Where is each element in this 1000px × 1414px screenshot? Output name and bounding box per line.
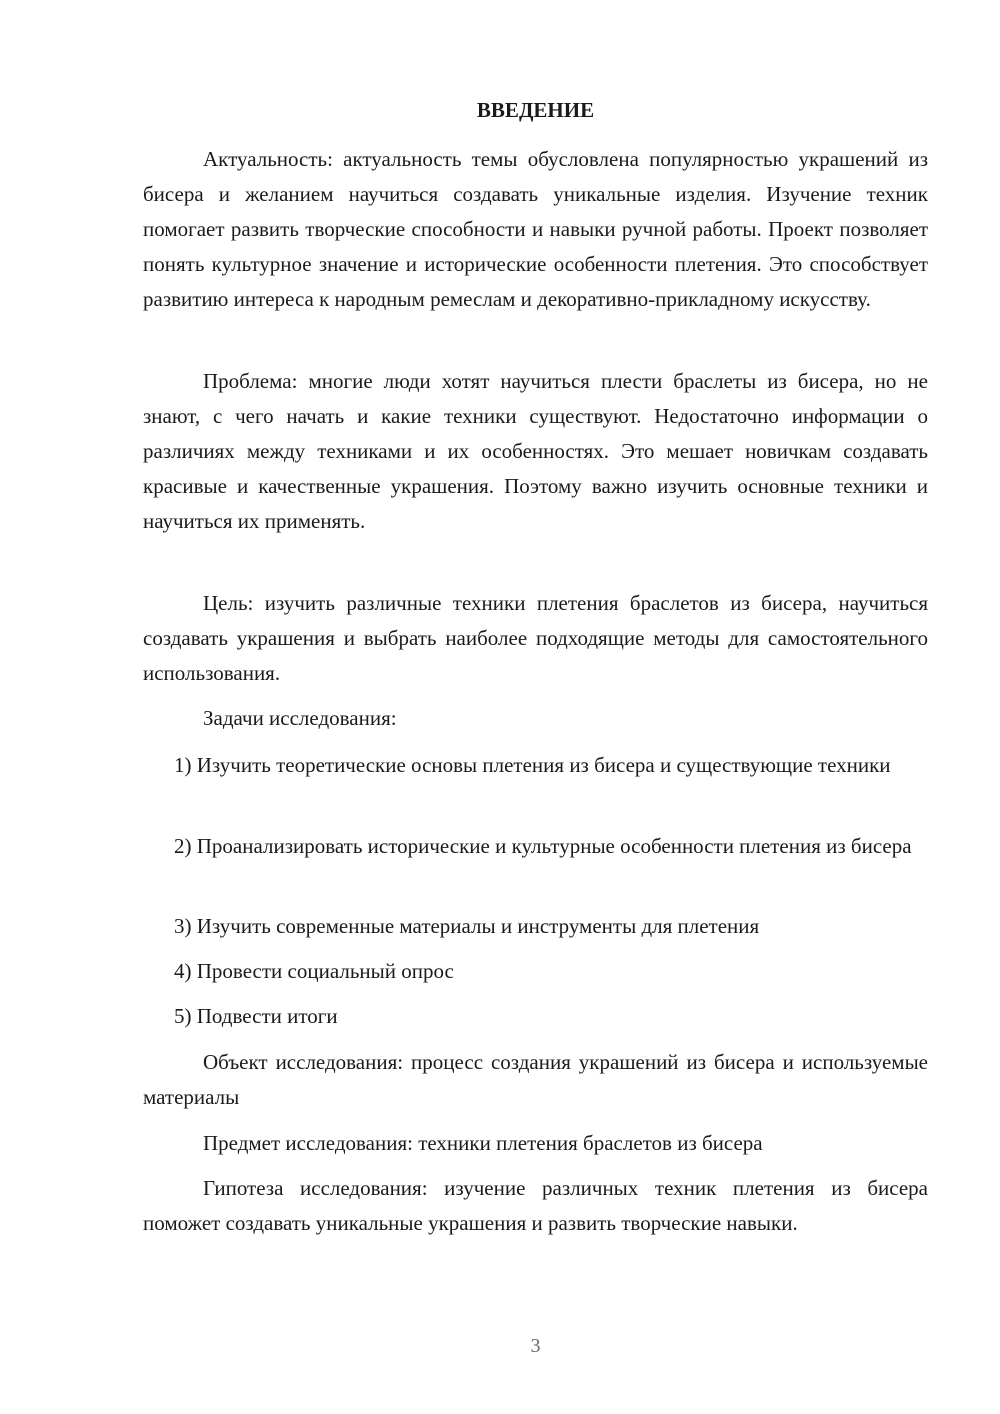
document-page: [143, 0, 928, 1414]
task-item-2: 2) Проанализировать исторические и культурные особенности плетения из бисера: [174, 834, 912, 858]
task-item-3: 3) Изучить современные материалы и инструменты для плетения: [174, 914, 760, 938]
problem-paragraph: Проблема: многие люди хотят научиться плести браслеты из бисера, но не знают, с чего начать и какие техники существуют. Недостаточно информации о различиях между техниками и их особенностях. Это мешает новичкам создавать красивые и качественные украшения. Поэтому важно изучить основные техники и научиться их применять.: [143, 369, 928, 533]
page-number: 3: [530, 1335, 541, 1357]
hypothesis-paragraph: Гипотеза исследования: изучение различных техник плетения из бисера поможет создавать уникальные украшения и развить творческие навыки.: [143, 1176, 928, 1235]
relevance-paragraph: Актуальность: актуальность темы обусловлена популярностью украшений из бисера и желанием научиться создавать уникальные изделия. Изучение техник помогает развить творческие способности и навыки ручной работы. Проект позволяет понять культурное значение и исторические особенности плетения. Это способствует развитию интереса к народным ремеслам и декоративно-прикладному искусству.: [143, 147, 928, 311]
task-item-1: 1) Изучить теоретические основы плетения из бисера и существующие техники: [174, 753, 891, 777]
task-item-4: 4) Провести социальный опрос: [174, 959, 454, 983]
research-object-paragraph: Объект исследования: процесс создания украшений из бисера и используемые материалы: [143, 1050, 928, 1109]
section-heading: ВВЕДЕНИЕ: [476, 98, 595, 122]
goal-paragraph: Цель: изучить различные техники плетения браслетов из бисера, научиться создавать украшения и выбрать наиболее подходящие методы для самостоятельного использования.: [143, 591, 928, 685]
task-item-5: 5) Подвести итоги: [174, 1004, 338, 1028]
tasks-heading: Задачи исследования:: [203, 706, 397, 730]
research-subject-paragraph: Предмет исследования: техники плетения браслетов из бисера: [203, 1131, 763, 1155]
